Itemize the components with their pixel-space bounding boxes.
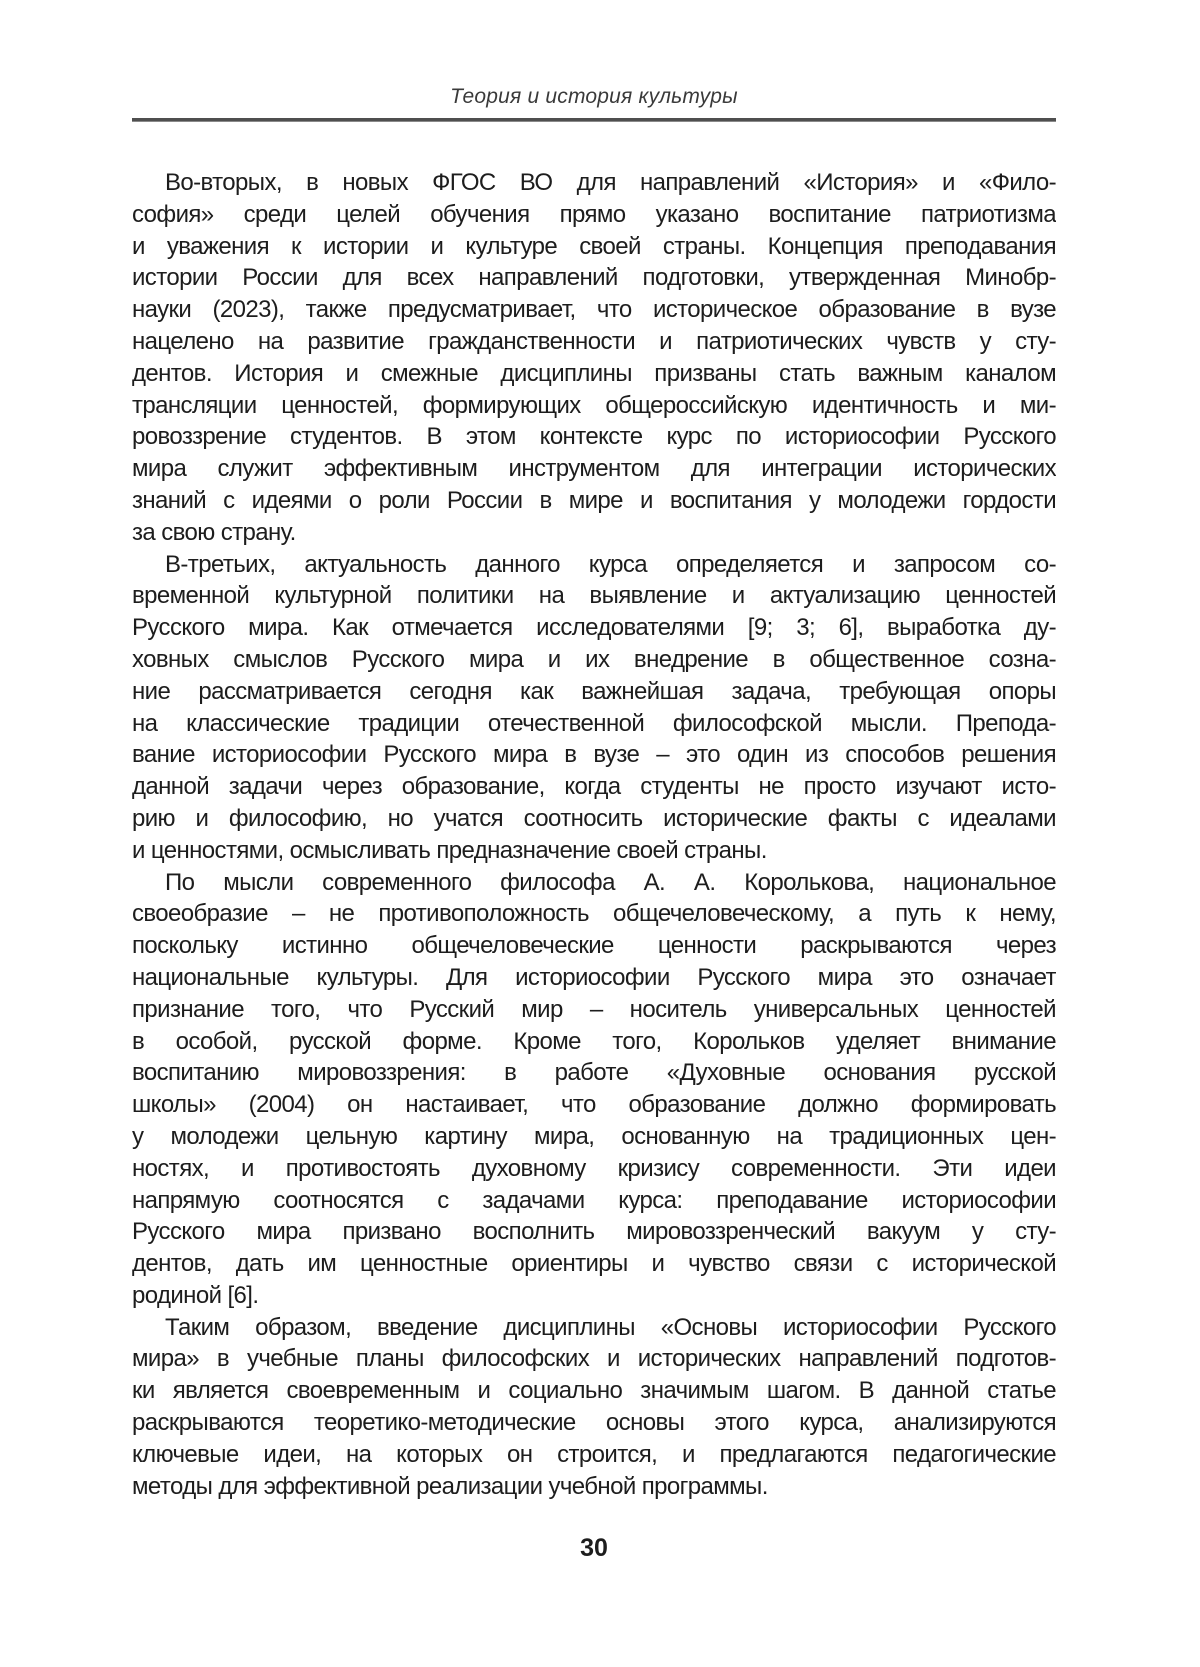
text-line: науки (2023), также предусматривает, что историческое образование в вузе xyxy=(132,296,1056,324)
text-line: школы» (2004) он настаивает, что образование должно формировать xyxy=(132,1091,1056,1119)
text-line: софия» среди целей обучения прямо указано воспитание патриотизма xyxy=(132,200,1056,228)
text-line: вание историософии Русского мира в вузе – это один из способов решения xyxy=(132,741,1056,769)
text-line: за свою страну. xyxy=(132,518,296,546)
text-line: трансляции ценностей, формирующих общероссийскую идентичность и ми- xyxy=(132,391,1056,419)
text-line: у молодежи цельную картину мира, основанную на традиционных цен- xyxy=(132,1122,1056,1150)
paragraph xyxy=(132,1312,1056,1503)
text-line: ключевые идеи, на которых он строится, и предлагаются педагогические xyxy=(132,1440,1056,1468)
text-line: и ценностями, осмысливать предназначение своей страны. xyxy=(132,836,767,864)
paragraph xyxy=(132,867,1056,1312)
text-line: напрямую соотносятся с задачами курса: преподавание историософии xyxy=(132,1186,1056,1214)
text-line: В-третьих, актуальность данного курса определяется и запросом со- xyxy=(165,550,1056,578)
text-line: в особой, русской форме. Кроме того, Корольков уделяет внимание xyxy=(132,1027,1056,1055)
text-line: По мысли современного философа А. А. Королькова, национальное xyxy=(165,868,1056,896)
text-line: ние рассматривается сегодня как важнейшая задача, требующая опоры xyxy=(132,677,1056,705)
text-line: нацелено на развитие гражданственности и патриотических чувств у сту- xyxy=(132,327,1056,355)
text-line: рию и философию, но учатся соотносить исторические факты с идеалами xyxy=(132,804,1056,832)
text-line: поскольку истинно общечеловеческие ценности раскрываются через xyxy=(132,932,1056,960)
text-line: Во-вторых, в новых ФГОС ВО для направлений «История» и «Фило- xyxy=(165,169,1056,196)
text-line: методы для эффективной реализации учебной программы. xyxy=(132,1472,768,1500)
text-line: ховных смыслов Русского мира и их внедрение в общественное созна- xyxy=(132,645,1056,673)
text-line: воспитанию мировоззрения: в работе «Духовные основания русской xyxy=(132,1059,1056,1087)
text-line: раскрываются теоретико-методические основы этого курса, анализируются xyxy=(132,1409,1056,1437)
text-line: национальные культуры. Для историософии Русского мира это означает xyxy=(132,963,1056,991)
text-line: и уважения к истории и культуре своей страны. Концепция преподавания xyxy=(132,232,1056,260)
paragraph xyxy=(132,167,1056,549)
text-line: истории России для всех направлений подготовки, утвержденная Минобр- xyxy=(132,264,1056,292)
text-line: ровоззрение студентов. В этом контексте курс по историософии Русского xyxy=(132,423,1056,451)
text-line: Таким образом, введение дисциплины «Основы историософии Русского xyxy=(165,1313,1056,1341)
text-line: мира» в учебные планы философских и исторических направлений подготов- xyxy=(132,1345,1056,1373)
text-line: знаний с идеями о роли России в мире и воспитания у молодежи гордости xyxy=(132,486,1056,514)
text-line: своеобразие – не противоположность общечеловеческому, а путь к нему, xyxy=(132,900,1056,928)
text-line: признание того, что Русский мир – носитель универсальных ценностей xyxy=(132,995,1056,1023)
page-number: 30 xyxy=(580,1534,608,1562)
text-line: на классические традиции отечественной философской мысли. Препода- xyxy=(132,709,1056,737)
article-body xyxy=(132,167,1056,1502)
text-line: дентов, дать им ценностные ориентиры и чувство связи с исторической xyxy=(132,1250,1056,1278)
header-rule xyxy=(132,118,1056,122)
text-line: Русского мира призвано восполнить мировоззренческий вакуум у сту- xyxy=(132,1218,1056,1246)
running-header: Теория и история культуры xyxy=(450,85,738,108)
text-line: ки является своевременным и социально значимым шагом. В данной статье xyxy=(132,1377,1056,1405)
text-line: Русского мира. Как отмечается исследователями [9; 3; 6], выработка ду- xyxy=(132,614,1056,642)
paragraph xyxy=(132,549,1056,867)
text-line: дентов. История и смежные дисциплины призваны стать важным каналом xyxy=(132,359,1056,387)
text-line: данной задачи через образование, когда студенты не просто изучают исто- xyxy=(132,773,1056,801)
text-line: временной культурной политики на выявление и актуализацию ценностей xyxy=(132,582,1056,610)
text-line: родиной [6]. xyxy=(132,1281,259,1309)
text-line: ностях, и противостоять духовному кризису современности. Эти идеи xyxy=(132,1154,1056,1182)
text-line: мира служит эффективным инструментом для интеграции исторических xyxy=(132,455,1056,483)
